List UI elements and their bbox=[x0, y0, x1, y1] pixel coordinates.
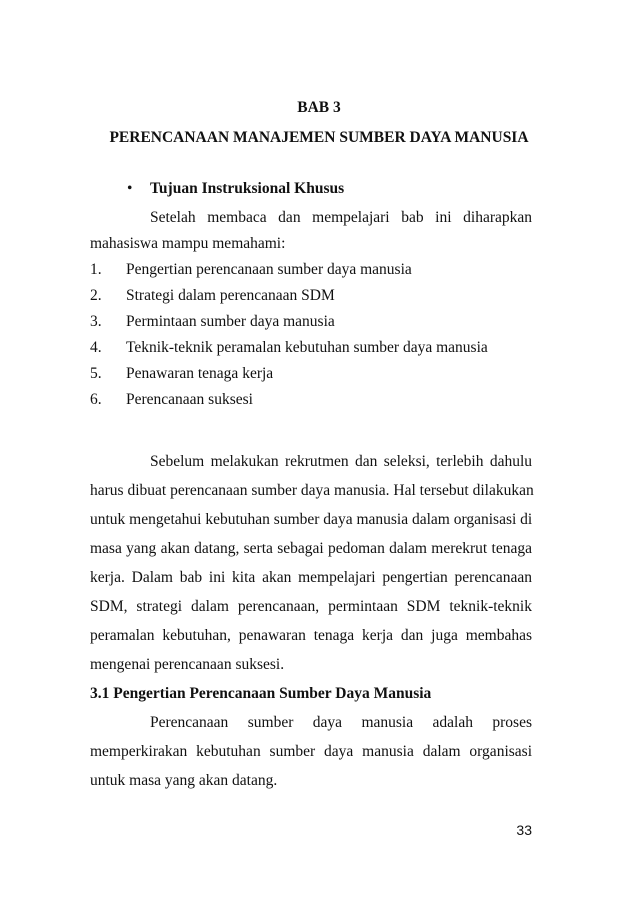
list-item-number: 5. bbox=[90, 365, 102, 382]
section-heading: 3.1 Pengertian Perencanaan Sumber Daya Manusia bbox=[90, 685, 432, 702]
chapter-title: PERENCANAAN MANAJEMEN SUMBER DAYA MANUSIA bbox=[109, 129, 529, 146]
paragraph-line: Perencanaan sumber daya manusia adalah proses bbox=[150, 714, 532, 731]
list-item-number: 2. bbox=[90, 287, 102, 304]
list-item-text: Penawaran tenaga kerja bbox=[126, 365, 274, 382]
list-item-number: 1. bbox=[90, 261, 102, 278]
list-item-text: Pengertian perencanaan sumber daya manusia bbox=[126, 261, 412, 278]
list-item-text: Strategi dalam perencanaan SDM bbox=[126, 287, 335, 304]
list-item-number: 4. bbox=[90, 339, 102, 356]
objectives-intro-line-2: mahasiswa mampu memahami: bbox=[90, 235, 286, 252]
paragraph-line: kerja. Dalam bab ini kita akan mempelajari pengertian perencanaan bbox=[90, 569, 532, 586]
chapter-label: BAB 3 bbox=[297, 99, 341, 116]
paragraph-line: peramalan kebutuhan, penawaran tenaga kerja dan juga membahas bbox=[90, 627, 532, 644]
list-item-number: 6. bbox=[90, 391, 102, 408]
list-item-text: Permintaan sumber daya manusia bbox=[126, 313, 335, 330]
list-item-text: Teknik-teknik peramalan kebutuhan sumber daya manusia bbox=[126, 339, 488, 356]
list-item-number: 3. bbox=[90, 313, 102, 330]
objectives-intro-line-1: Setelah membaca dan mempelajari bab ini diharapkan bbox=[150, 209, 532, 226]
paragraph-line: SDM, strategi dalam perencanaan, permintaan SDM teknik-teknik bbox=[90, 598, 532, 615]
paragraph-line: mengenai perencanaan suksesi. bbox=[90, 656, 285, 673]
page-number: 33 bbox=[516, 822, 532, 838]
objectives-heading: Tujuan Instruksional Khusus bbox=[150, 180, 345, 197]
paragraph-line: memperkirakan kebutuhan sumber daya manusia dalam organisasi bbox=[90, 743, 532, 760]
paragraph-line: untuk masa yang akan datang. bbox=[90, 772, 278, 789]
list-item-text: Perencanaan suksesi bbox=[126, 391, 253, 408]
paragraph-line: harus dibuat perencanaan sumber daya manusia. Hal tersebut dilakukan bbox=[90, 482, 534, 499]
paragraph-line: Sebelum melakukan rekrutmen dan seleksi, terlebih dahulu bbox=[150, 453, 532, 470]
paragraph-line: untuk mengetahui kebutuhan sumber daya manusia dalam organisasi di bbox=[90, 511, 533, 528]
bullet-icon: • bbox=[127, 180, 133, 197]
paragraph-line: masa yang akan datang, serta sebagai pedoman dalam merekrut tenaga bbox=[90, 540, 532, 557]
